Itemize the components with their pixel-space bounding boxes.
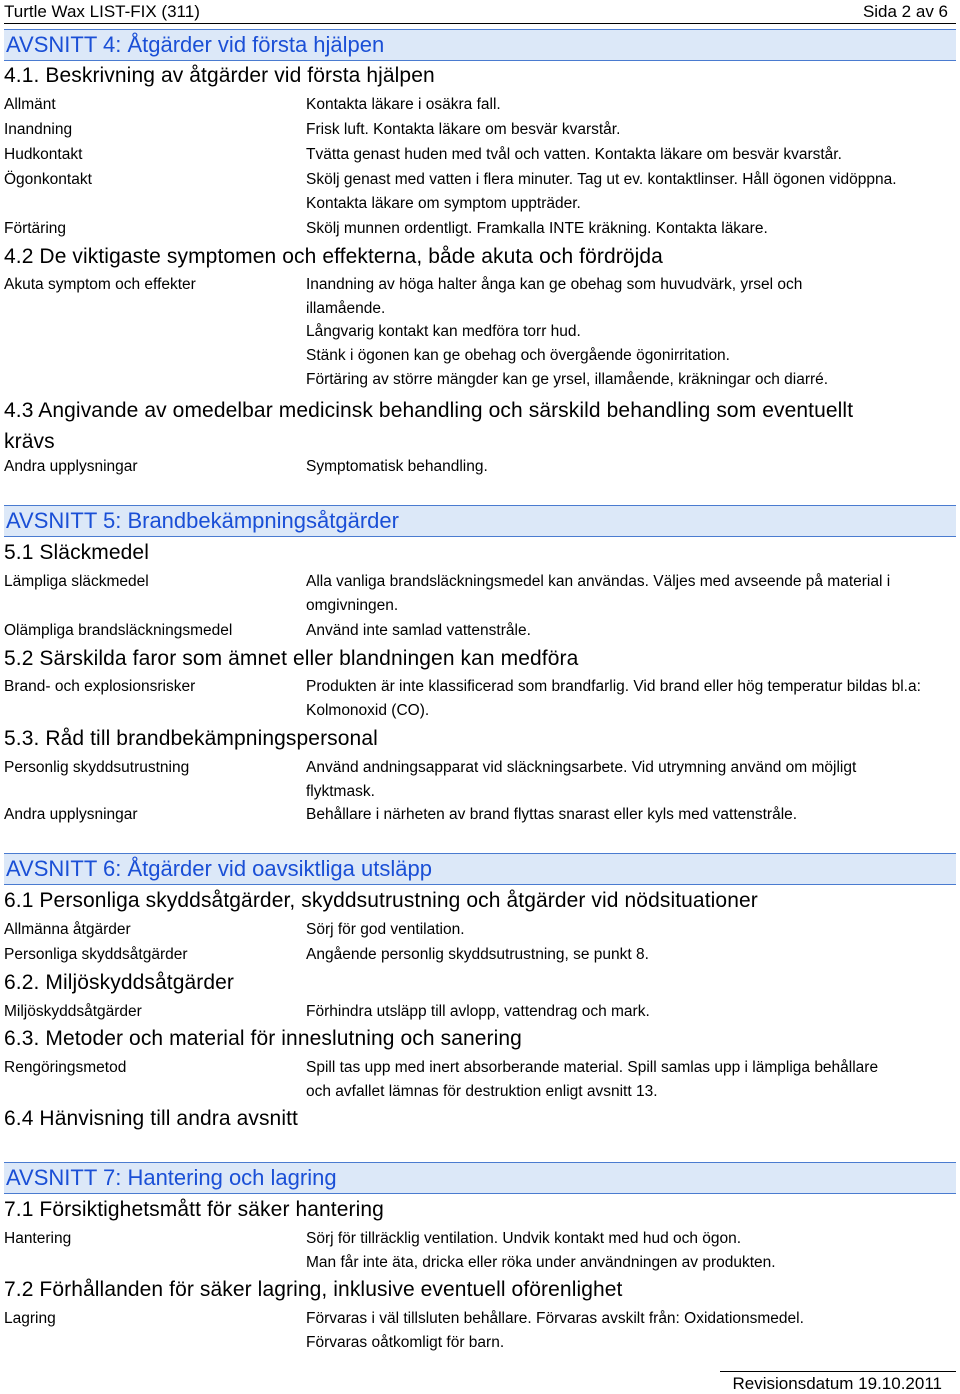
value-acute-symptoms-2: Långvarig kontakt kan medföra torr hud. (306, 323, 581, 340)
subsection-7-1: 7.1 Försiktighetsmått för säker hantering (4, 1198, 384, 1221)
section-5-heading: AVSNITT 5: Brandbekämpningsåtgärder (4, 505, 956, 537)
label-handling: Hantering (4, 1230, 72, 1247)
label-unsuitable-extinguishing: Olämpliga brandsläckningsmedel (4, 622, 233, 639)
label-personal-precautions: Personliga skyddsåtgärder (4, 946, 188, 963)
page-number: Sida 2 av 6 (862, 2, 948, 21)
page-header (4, 2, 956, 22)
value-acute-symptoms-3: Stänk i ögonen kan ge obehag och övergående ögonirritation. (306, 347, 730, 364)
value-unsuitable-extinguishing: Använd inte samlad vattenstråle. (306, 622, 531, 639)
subsection-6-2: 6.2. Miljöskyddsåtgärder (4, 971, 235, 994)
label-cleaning-method: Rengöringsmetod (4, 1059, 127, 1076)
revision-date: Revisionsdatum 19.10.2011 (732, 1374, 942, 1393)
label-general: Allmänt (4, 96, 56, 113)
value-fire-explosion-risks: Produkten är inte klassificerad som brandfarlig. Vid brand eller hög temperatur bildas bl.a: Kolmonoxid (CO). (306, 678, 921, 719)
value-handling-1: Sörj för tillräcklig ventilation. Undvik kontakt med hud och ögon. (306, 1230, 742, 1247)
subsection-6-1: 6.1 Personliga skyddsåtgärder, skyddsutrustning och åtgärder vid nödsituationer (4, 889, 758, 912)
value-general-measures: Sörj för god ventilation. (306, 921, 465, 938)
label-other-info-4: Andra upplysningar (4, 458, 138, 475)
value-storage-2: Förvaras oåtkomligt för barn. (306, 1334, 505, 1351)
subsection-4-1: 4.1. Beskrivning av åtgärder vid första hjälpen (4, 64, 435, 87)
label-general-measures: Allmänna åtgärder (4, 921, 131, 938)
value-acute-symptoms-4: Förtäring av större mängder kan ge yrsel, illamående, kräkningar och diarré. (306, 371, 829, 388)
label-ingestion: Förtäring (4, 220, 67, 237)
subsection-5-3: 5.3. Råd till brandbekämpningspersonal (4, 727, 378, 750)
value-general: Kontakta läkare i osäkra fall. (306, 96, 501, 113)
label-suitable-extinguishing: Lämpliga släckmedel (4, 573, 149, 590)
section-4-heading: AVSNITT 4: Åtgärder vid första hjälpen (4, 29, 956, 61)
label-environmental-precautions: Miljöskyddsåtgärder (4, 1003, 142, 1020)
label-personal-protective-equipment: Personlig skyddsutrustning (4, 759, 190, 776)
subsection-4-2: 4.2 De viktigaste symptomen och effekterna, både akuta och fördröjda (4, 245, 663, 268)
value-handling-2: Man får inte äta, dricka eller röka under användningen av produkten. (306, 1254, 776, 1271)
value-other-info-5: Behållare i närheten av brand flyttas snarast eller kyls med vattenstråle. (306, 806, 798, 823)
header-divider (4, 23, 956, 24)
label-storage: Lagring (4, 1310, 56, 1327)
subsection-5-1: 5.1 Släckmedel (4, 541, 149, 564)
section-7-heading: AVSNITT 7: Hantering och lagring (4, 1162, 956, 1194)
product-name: Turtle Wax LIST-FIX (311) (4, 2, 200, 21)
label-skin-contact: Hudkontakt (4, 146, 83, 163)
value-cleaning-method: Spill tas upp med inert absorberande material. Spill samlas upp i lämpliga behållare och avfallet lämnas för destruktion enligt avsnitt 13. (306, 1059, 879, 1100)
label-other-info-5: Andra upplysningar (4, 806, 138, 823)
subsection-4-3: 4.3 Angivande av omedelbar medicinsk behandling och särskild behandling som eventuellt krävs (4, 399, 854, 453)
label-fire-explosion-risks: Brand- och explosionsrisker (4, 678, 196, 695)
label-eye-contact: Ögonkontakt (4, 171, 92, 188)
value-storage-1: Förvaras i väl tillsluten behållare. Förvaras avskilt från: Oxidationsmedel. (306, 1310, 804, 1327)
value-acute-symptoms-1: Inandning av höga halter ånga kan ge obehag som huvudvärk, yrsel och illamående. (306, 276, 803, 317)
value-inhalation: Frisk luft. Kontakta läkare om besvär kvarstår. (306, 121, 621, 138)
subsection-5-2: 5.2 Särskilda faror som ämnet eller blandningen kan medföra (4, 647, 579, 670)
label-inhalation: Inandning (4, 121, 73, 138)
subsection-6-3: 6.3. Metoder och material för inneslutning och sanering (4, 1027, 522, 1050)
value-eye-contact: Skölj genast med vatten i flera minuter. Tag ut ev. kontaktlinser. Håll ögonen vidöppna. Kontakta läkare om symptom uppträder. (306, 171, 897, 212)
section-6-heading: AVSNITT 6: Åtgärder vid oavsiktliga utsläpp (4, 853, 956, 885)
footer-divider (720, 1371, 956, 1372)
value-environmental-precautions: Förhindra utsläpp till avlopp, vattendrag och mark. (306, 1003, 650, 1020)
subsection-7-2: 7.2 Förhållanden för säker lagring, inklusive eventuell oförenlighet (4, 1278, 623, 1301)
value-ingestion: Skölj munnen ordentligt. Framkalla INTE kräkning. Kontakta läkare. (306, 220, 768, 237)
label-acute-symptoms: Akuta symptom och effekter (4, 276, 196, 293)
value-other-info-4: Symptomatisk behandling. (306, 458, 488, 475)
value-personal-precautions: Angående personlig skyddsutrustning, se punkt 8. (306, 946, 649, 963)
value-personal-protective-equipment: Använd andningsapparat vid släckningsarbete. Vid utrymning använd om möjligt flyktmask. (306, 759, 857, 800)
value-suitable-extinguishing: Alla vanliga brandsläckningsmedel kan användas. Väljes med avseende på material i omgivningen. (306, 573, 891, 614)
subsection-6-4: 6.4 Hänvisning till andra avsnitt (4, 1107, 298, 1130)
value-skin-contact: Tvätta genast huden med tvål och vatten. Kontakta läkare om besvär kvarstår. (306, 146, 842, 163)
